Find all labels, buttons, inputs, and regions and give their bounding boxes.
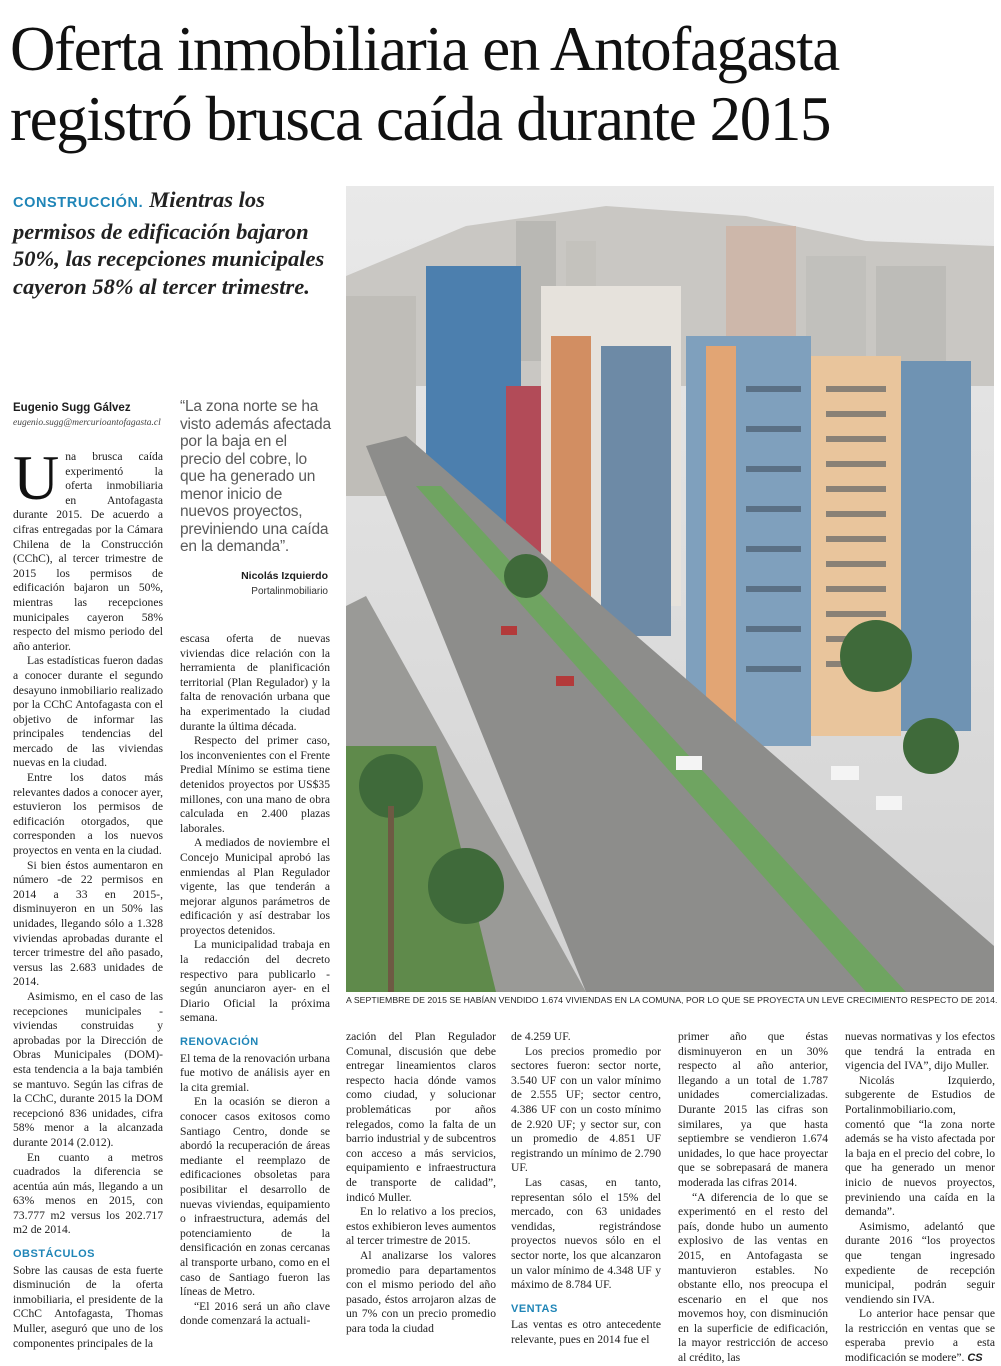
quote-author-role: Portalinmobiliario <box>251 586 328 597</box>
paragraph: Las ventas es otro antecedente relevante, pues en 2014 fue el <box>511 1318 661 1346</box>
headline <box>10 14 995 154</box>
paragraph <box>845 1307 995 1365</box>
paragraph: de 4.259 UF. <box>511 1030 571 1043</box>
photo-antofagasta-buildings <box>346 186 994 992</box>
article-column-2 <box>180 632 330 1358</box>
paragraph: escasa oferta de nuevas viviendas dice relación con la herramienta de planificación territorial (Plan Regulador) y la falta de renovación urbana que ha experimentado la ciudad durante la última década. <box>180 632 330 733</box>
paragraph: Las estadísticas fueron dadas a conocer durante el segundo desayuno inmobiliario realizado por la CChC Antofagasta con el objetivo de informar las principales tendencias del mercado de las viviendas nuevas en la ciudad. <box>13 654 163 770</box>
paragraph: Si bien éstos aumentaron en número -de 22 permisos en 2014 a 33 en 2015-, disminuyeron en un 50% las unidades, llegando sólo a 1.328 viviendas aprobadas durante el tercer trimestre del año pasado, versus las 2.683 unidades de 2014. <box>13 858 163 989</box>
deck-text: Mientras los permisos de edificación bajaron 50%, las recepciones municipales cayeron 58% al tercer trimestre. <box>13 187 325 299</box>
photo-caption: A SEPTIEMBRE DE 2015 SE HABÍAN VENDIDO 1.674 VIVIENDAS EN LA COMUNA, POR LO QUE SE PROYECTA UN LEVE CRECIMIENTO RESPECTO DE 2014. <box>346 995 998 1005</box>
subhead-ventas: VENTAS <box>511 1302 558 1315</box>
byline <box>13 402 173 428</box>
paragraph: Los precios promedio por sectores fueron: sector norte, 3.540 UF con un valor mínimo de 2.555 UF; sector centro, 4.386 UF con un costo mínimo de 2.920 UF; y sector sur, con un promedio de 4.851 UF registrando un mínimo de 2.790 UF. <box>511 1044 661 1175</box>
paragraph: Asimismo, en el caso de las recepciones municipales -viviendas construidas y aprobadas por la Dirección de Obras Municipales (DOM)- esta tendencia a la baja también se mantuvo. Según las cifras de la CChC, durante 2015 la DOM recepcionó 836 unidades, cifra 58% menor a la alcanzada durante 2014 (2.012). <box>13 989 163 1149</box>
paragraph: En la ocasión se dieron a conocer casos exitosos como Santiago Centro, donde se abordó la recuperación de áreas mediante el reemplazo de edificaciones obsoletas para posibilitar el desarrollo de nuevas viviendas, equipamiento o infraestructura, además del potenciamiento de la densificación en zonas cercanas al transporte urbano, como en el caso de Santiago fueron las líneas de Metro. <box>180 1095 330 1299</box>
paragraph: primer año que éstas disminuyeron en un 30% respecto al año anterior, llegando a un total de 1.787 unidades comercializadas. Durante 2015 las cifras son similares, ya que hasta septiembre se vendieron 1.674 unidades, lo que hace proyectar que se sobrepasará de manera moderada las cifras 2014. <box>678 1030 828 1189</box>
article-column-3 <box>346 1030 496 1358</box>
author-name: Eugenio Sugg Gálvez <box>13 402 131 414</box>
paragraph: Las casas, en tanto, representan sólo el 15% del mercado, con 63 unidades vendidas, registrándose proyectos nuevos sólo en el sector norte, los que alcanzaron un valor mínimo de 4.348 UF y máximo de 8.784 UF. <box>511 1175 661 1292</box>
paragraph: El tema de la renovación urbana fue motivo de análisis ayer en la cita gremial. <box>180 1051 330 1094</box>
article-column-1 <box>13 442 163 1358</box>
headline-line-1: Oferta inmobiliaria en Antofagasta <box>10 14 839 84</box>
pull-quote-attribution <box>180 570 328 597</box>
subhead-obstaculos: OBSTÁCULOS <box>13 1248 95 1261</box>
paragraph: na brusca caída experimentó la oferta inmobiliaria en Antofagasta durante 2015. De acuerdo a cifras entregadas por la Cámara Chilena de la Construcción (CChC), al tercer trimestre de 2015 los permisos de edificación bajaron un 50%, mientras las recepciones municipales cayeron 58% respecto del mismo periodo del año anterior. <box>13 450 163 653</box>
pull-quote: “La zona norte se ha visto además afectada por la baja en el precio del cobre, lo que ha generado un menor inicio de nuevos proyectos, previniendo una caída en la demanda”. <box>180 398 331 555</box>
drop-cap: U <box>13 442 60 513</box>
paragraph-text: Lo anterior hace pensar que la restricción en ventas que se esperaba previo a esta modificación se modere”. <box>845 1307 995 1365</box>
paragraph: Sobre las causas de esta fuerte disminución de la oferta inmobiliaria, el presidente de la CChC Antofagasta, Thomas Muller, aseguró que uno de los componentes principales de la <box>13 1263 163 1350</box>
paragraph: Asimismo, adelantó que durante 2016 “los proyectos que tengan ingresado expediente de recepción municipal, podrán seguir vendiendo sin IVA. <box>845 1219 995 1306</box>
paragraph: Entre los datos más relevantes dados a conocer ayer, estuvieron los permisos de edificación otorgados, que corresponden a los nuevos proyectos en venta en la ciudad. <box>13 771 163 858</box>
section-label: CONSTRUCCIÓN. <box>13 195 144 211</box>
article-column-6 <box>845 1030 995 1365</box>
paragraph: La municipalidad trabaja en la redacción del decreto respectivo para publicarlo -según anunciaron ayer- en el Diario Oficial la próxima semana. <box>180 938 330 1025</box>
paragraph: Respecto del primer caso, los inconvenientes con el Frente Predial Mínimo se estima tiene detenidos proyectos por US$35 millones, con una mano de obra calculada en 2.400 plazas laborales. <box>180 734 330 835</box>
paragraph: Al analizarse los valores promedio para departamentos con el mismo periodo del año pasado, éstos arrojaron alzas de un 7% con un precio promedio para toda la ciudad <box>346 1248 496 1335</box>
end-mark: CS <box>967 1352 983 1365</box>
paragraph: “El 2016 será un año clave donde comenzará la actuali- <box>180 1299 330 1328</box>
article-column-5 <box>678 1030 828 1365</box>
paragraph: En lo relativo a los precios, estos exhibieron leves aumentos al tercer trimestre de 2015. <box>346 1205 496 1248</box>
paragraph: Nicolás Izquierdo, subgerente de Estudios de Portalinmobiliario.com, comentó que “la zona norte además se ha visto afectada por la baja en el precio del cobre, lo que ha generado un menor inicio de nuevos proyectos, previniendo una caída en la demanda”. <box>845 1073 995 1219</box>
paragraph: zación del Plan Regulador Comunal, discusión que debe entregar lineamientos claros respecto hacia dónde vamos como ciudad, y solucionar problemáticas por años relegados, como la falta de un barrio industrial y de subcentros con acceso a más servicios, equipamiento e infraestructura de transporte de calidad”, indicó Muller. <box>346 1030 496 1204</box>
subhead-renovacion: RENOVACIÓN <box>180 1036 259 1049</box>
headline-line-2: registró brusca caída durante 2015 <box>10 84 831 154</box>
quote-author: Nicolás Izquierdo <box>241 570 328 582</box>
paragraph: “A diferencia de lo que se experimentó en el resto del país, donde hubo un aumento explosivo de las ventas en 2015, en Antofagasta se mantuvieron estables. No obstante ello, nos preocupa el escenario en el que nos movemos hoy, con disminución en la superficie de edificación, la mayor restricción de acceso al crédito, las <box>678 1190 828 1365</box>
paragraph: A mediados de noviembre el Concejo Municipal aprobó las enmiendas al Plan Regulador vigente, las que tenderán a mejorar algunos parámetros de edificación y así destrabar los proyectos detenidos. <box>180 836 330 937</box>
article-column-4 <box>511 1030 661 1358</box>
paragraph: En cuanto a metros cuadrados la diferencia se acentúa aún más, llegando a un 63% menos en 2015, con 73.777 m2 versus los 202.717 m2 de 2014. <box>13 1150 163 1237</box>
paragraph: nuevas normativas y los efectos que tendrá la entrada en vigencia del IVA”, dijo Muller. <box>845 1030 995 1073</box>
deck <box>13 186 335 300</box>
author-email: eugenio.sugg@mercurioantofagasta.cl <box>13 418 161 428</box>
